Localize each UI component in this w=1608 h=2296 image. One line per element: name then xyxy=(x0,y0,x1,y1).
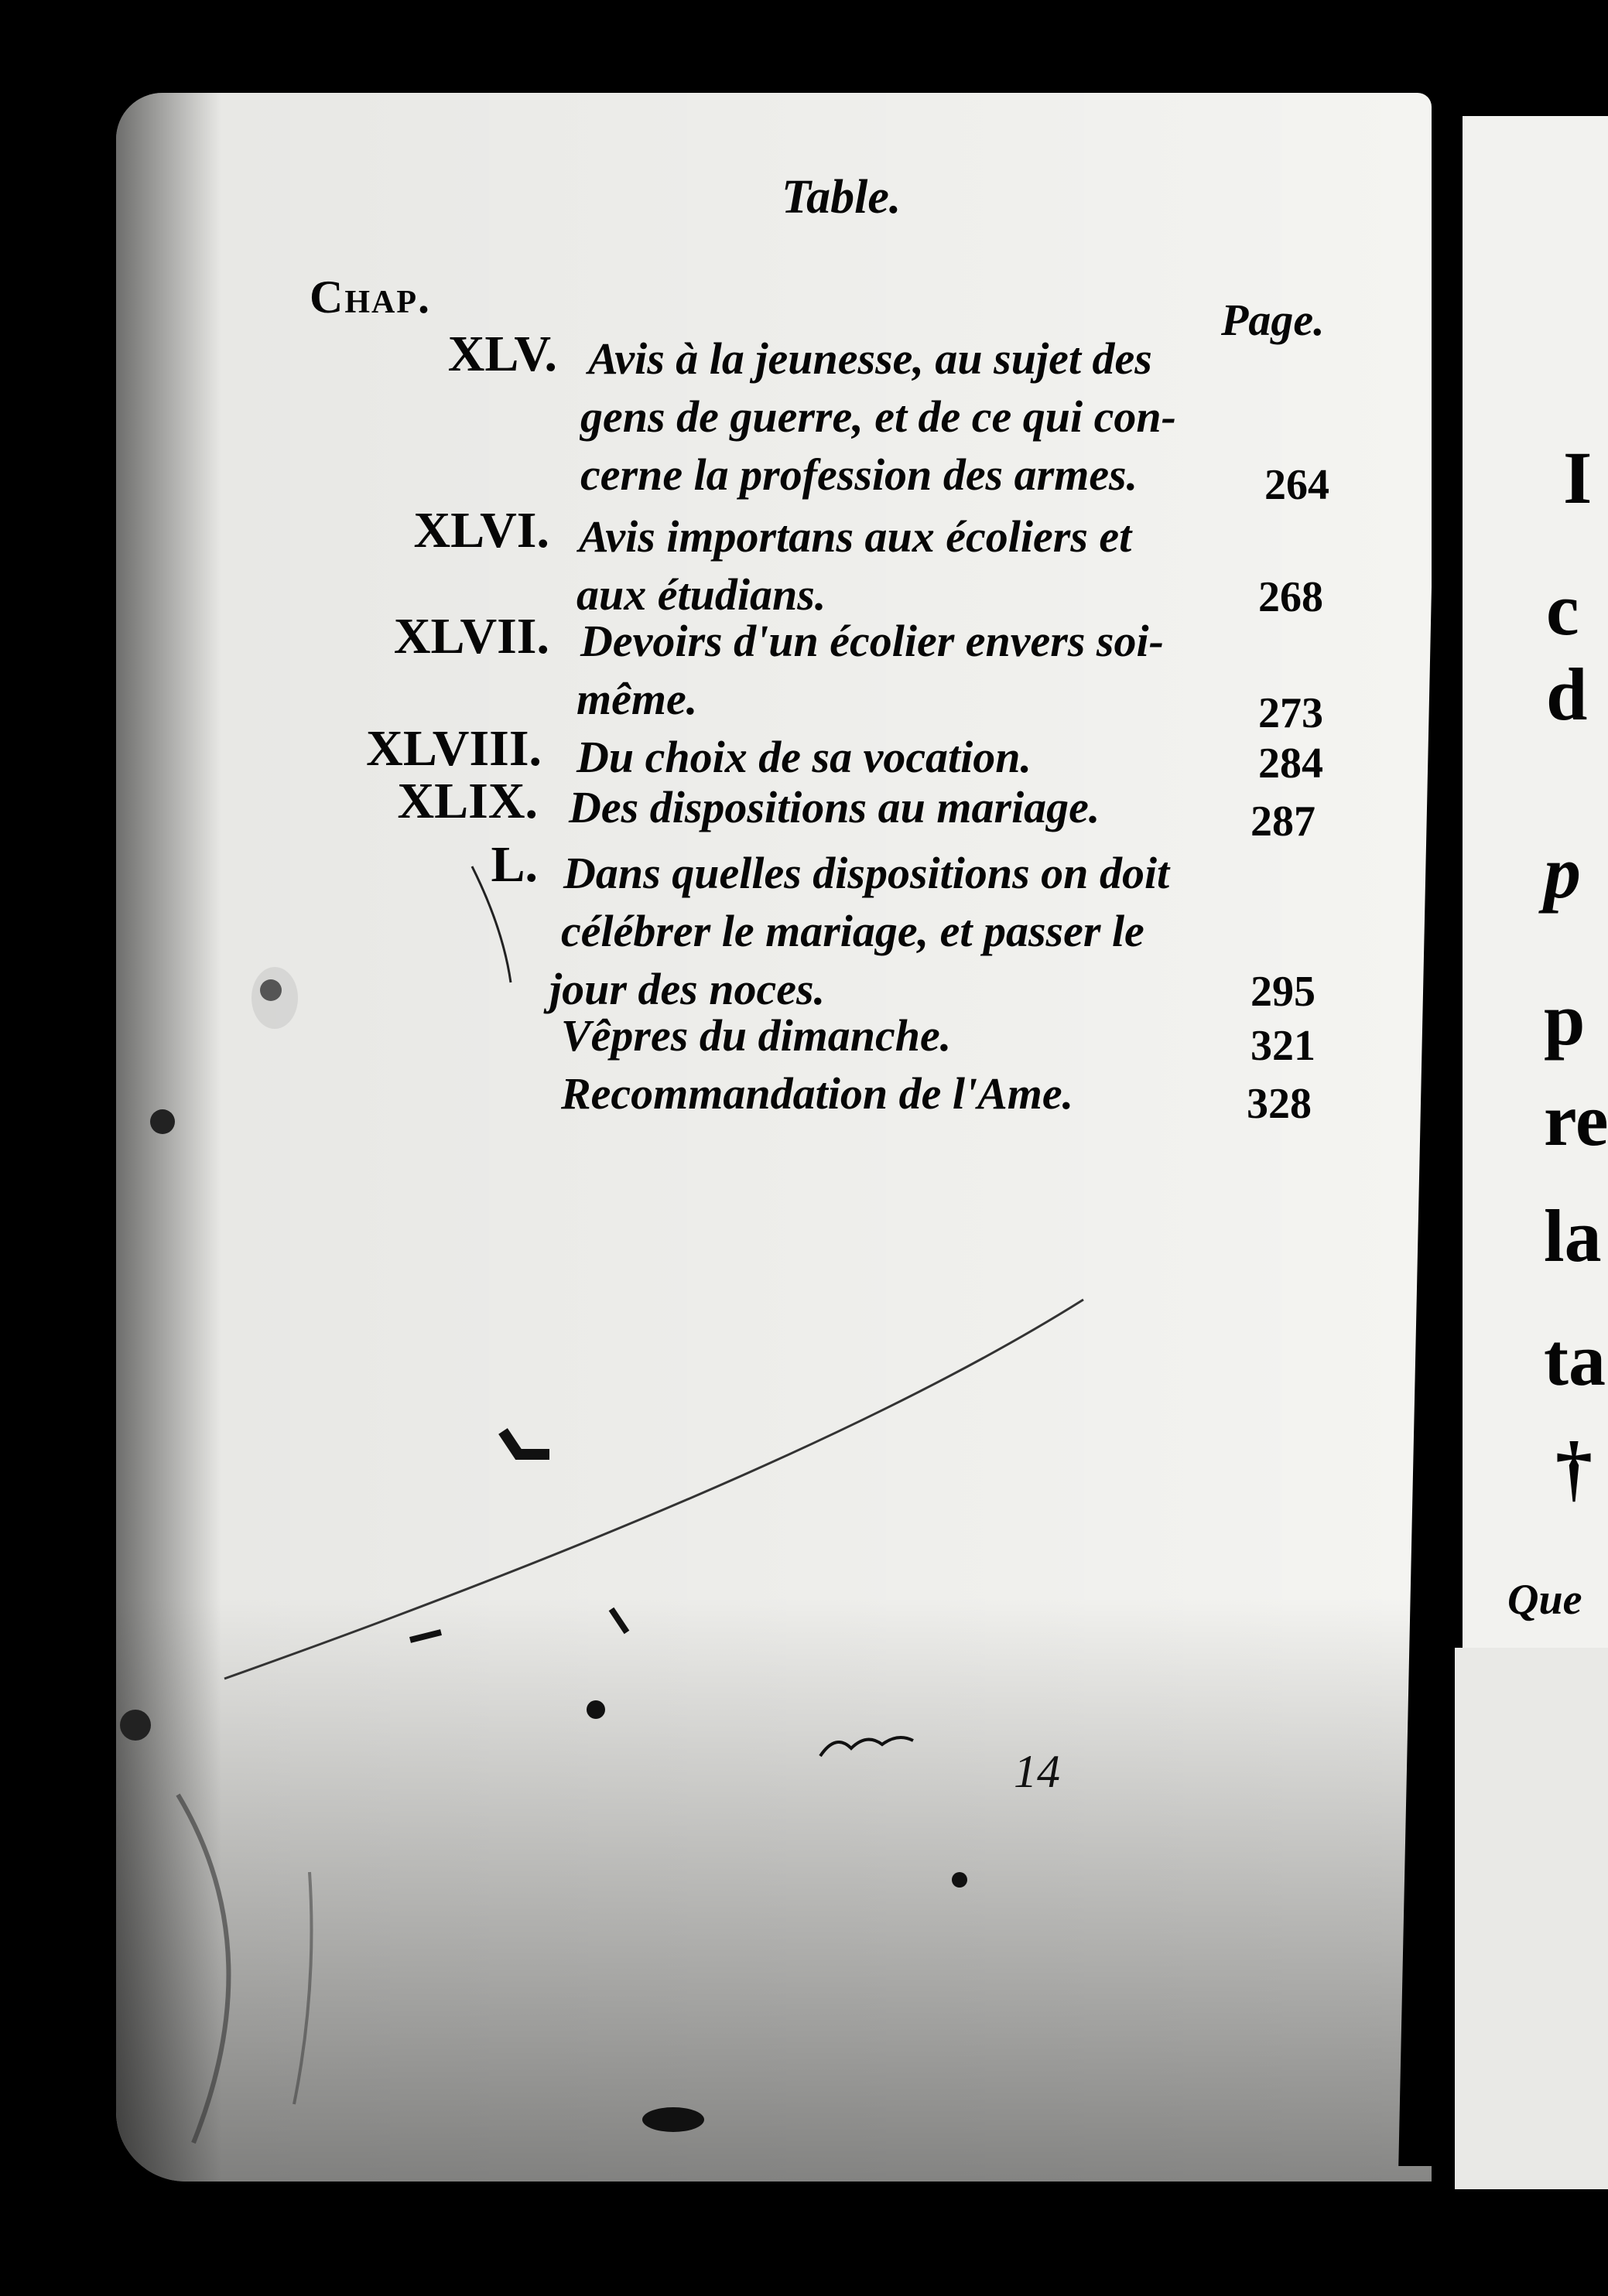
page-number: 328 xyxy=(1247,1080,1312,1128)
chapter-title-line: jour des noces. xyxy=(549,964,826,1014)
facing-fragment: I xyxy=(1563,436,1593,519)
chapter-title-line: gens de guerre, et de ce qui con- xyxy=(580,391,1176,442)
page-number: 264 xyxy=(1264,461,1329,509)
facing-fragment: ta xyxy=(1544,1318,1606,1401)
chapter-number: XLVIII. xyxy=(366,720,542,777)
page-column-label: Page. xyxy=(1221,295,1325,345)
chapter-title-line: Recommandation de l'Ame. xyxy=(561,1068,1074,1119)
chapter-title-line: Devoirs d'un écolier envers soi- xyxy=(580,616,1164,666)
chapter-title-line: cerne la profession des armes. xyxy=(580,449,1138,500)
chapter-number: XLVI. xyxy=(413,502,549,559)
chapter-title-line: Avis à la jeunesse, au sujet des xyxy=(588,333,1152,384)
facing-fragment: d xyxy=(1546,653,1588,736)
chapter-title-line: Du choix de sa vocation. xyxy=(576,732,1032,782)
chapter-title-line: même. xyxy=(576,674,698,724)
facing-fragment: † xyxy=(1555,1426,1593,1509)
chapter-title-line: Dans quelles dispositions on doit xyxy=(563,848,1170,898)
facing-fragment: c xyxy=(1546,568,1579,651)
facing-page-lower xyxy=(1455,1648,1608,2189)
chapter-number: XLIX. xyxy=(397,773,538,829)
chapter-title-line: aux étudians. xyxy=(576,569,826,620)
page-number: 295 xyxy=(1250,968,1315,1016)
chapter-title-line: Avis importans aux écoliers et xyxy=(579,511,1132,562)
facing-fragment: p xyxy=(1544,978,1586,1061)
chapter-number: XLVII. xyxy=(393,608,549,665)
facing-fragment: la xyxy=(1544,1194,1602,1277)
facing-fragment: re xyxy=(1544,1078,1608,1161)
facing-fragment: p xyxy=(1544,831,1581,914)
handwritten-number: 14 xyxy=(1014,1746,1060,1797)
facing-fragment: Que xyxy=(1507,1576,1582,1624)
page-number: 284 xyxy=(1258,740,1323,788)
chapter-number: L. xyxy=(491,836,538,893)
page-number: 268 xyxy=(1258,573,1323,621)
chapter-title-line: célébrer le mariage, et passer le xyxy=(561,906,1144,956)
facing-page xyxy=(1463,116,1608,1655)
chapter-column-label: Chap. xyxy=(310,272,431,323)
chapter-number: XLV. xyxy=(447,326,557,382)
handwritten-note xyxy=(813,1702,1199,1810)
page-header: Table. xyxy=(782,171,902,224)
chapter-title-line: Des dispositions au mariage. xyxy=(569,782,1100,832)
page-number: 321 xyxy=(1250,1022,1315,1070)
page-number: 273 xyxy=(1258,689,1323,737)
page-number: 287 xyxy=(1250,798,1315,846)
chapter-title-line: Vêpres du dimanche. xyxy=(561,1010,952,1061)
